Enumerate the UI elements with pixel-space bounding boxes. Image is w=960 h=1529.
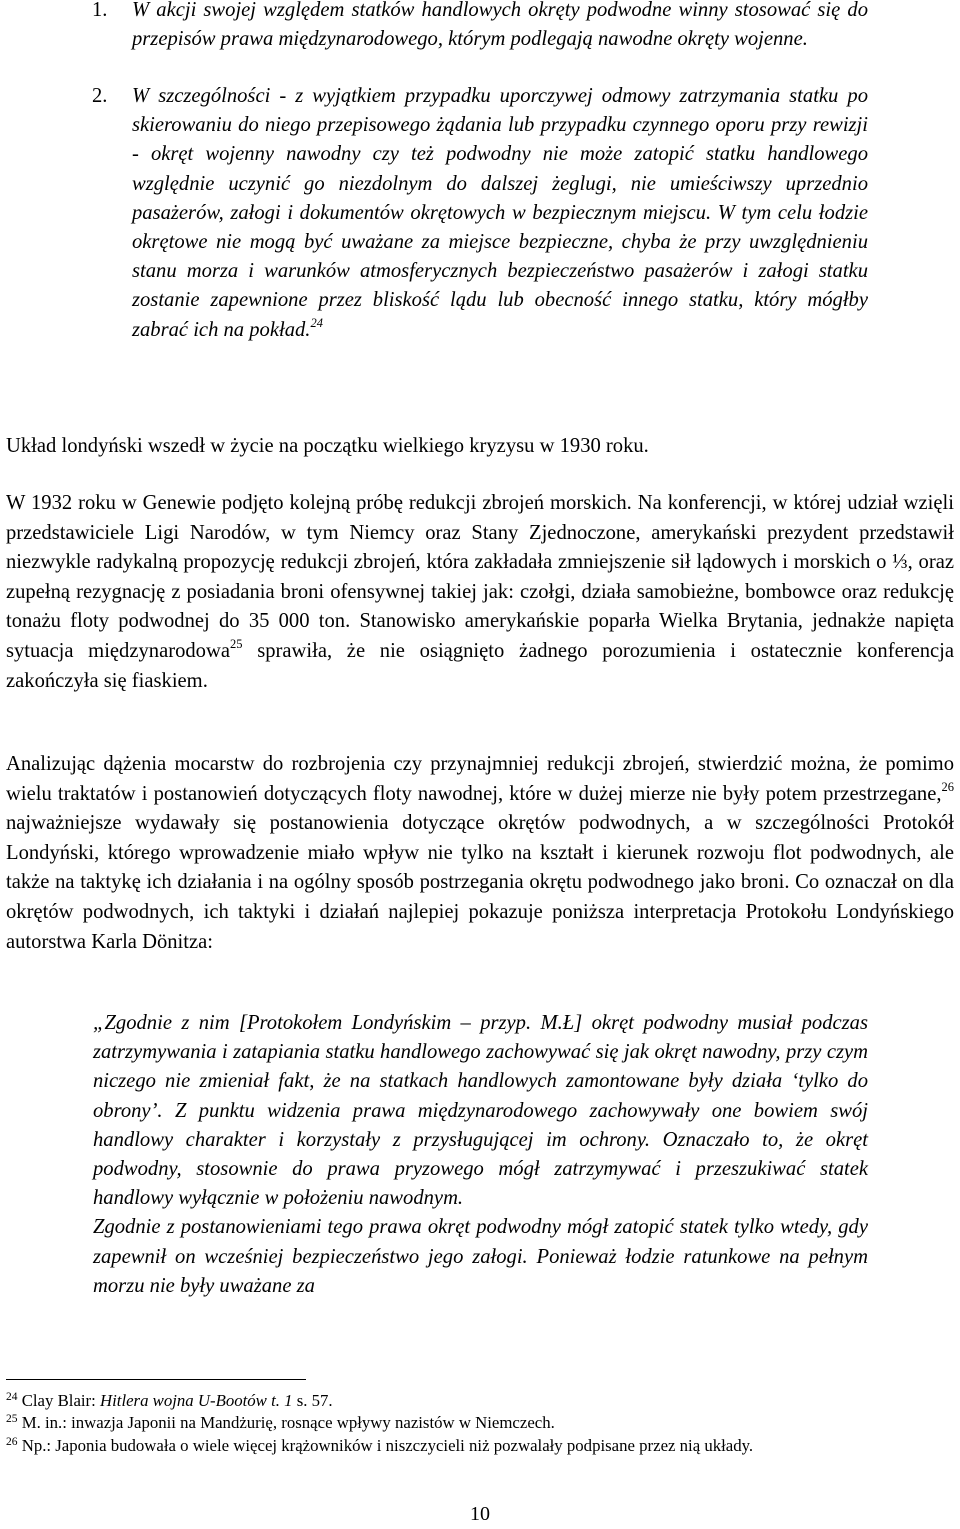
paragraph-text: W 1932 roku w Genewie podjęto kolejną próbę redukcji zbrojeń morskich. Na konferencji, w której udział wzięli przedstawiciele Ligi Narodów, w tym Niemcy oraz Stany Zjednoczone, amerykański prezydent przedstawił niezwykle radykalną propozycję redukcji zbrojeń, która zakładała zmniejszenie sił lądowych i morskich o ⅓, oraz zupełną rezygnację z posiadania broni ofensywnej takiej jak: czołgi, działa samobieżne, bombowce oraz redukcję tonażu floty podwodnej do 35 000 ton. Stanowisko amerykańskie poparła Wielka Brytania, jednakże napięta sytuacja międzynarodowa xyxy=(6,492,954,662)
block-quote xyxy=(93,1009,868,1301)
list-number: 2. xyxy=(92,85,108,107)
list-item-1 xyxy=(92,0,868,54)
footnote-number: 25 xyxy=(6,1413,18,1426)
footnote-book-title: Hitlera wojna U-Bootów t. 1 xyxy=(100,1391,293,1410)
footnote-text: s. 57. xyxy=(292,1391,333,1410)
paragraph xyxy=(6,489,954,696)
footnote-reference: 25 xyxy=(230,636,243,651)
footnote-text: M. in.: inwazja Japonii na Mandżurię, rosnące wpływy nazistów w Niemczech. xyxy=(17,1413,555,1433)
paragraph-text: sprawiła, że nie osiągnięto żadnego porozumienia i ostatecznie konferencja zakończyła się fiaskiem. xyxy=(6,639,955,692)
quote-paragraph: Zgodnie z postanowieniami tego prawa okręt podwodny mógł zatopić statek tylko wtedy, gdy zapewnił on wcześniej bezpieczeństwo jego załogi. Ponieważ łodzie ratunkowe na pełnym morzu nie były uważane za xyxy=(93,1216,868,1297)
quote-paragraph: „Zgodnie z nim [Protokołem Londyńskim – przyp. M.Ł] okręt podwodny musiał podczas zatrzymywania i zatapiania statku handlowego zachowywać się jak okręt nawodny, przy czym niczego nie zmieniał fakt, że na statkach handlowych zamontowane były działa ‘tylko do obrony’. Z punktu widzenia prawa międzynarodowego zachowywały one bowiem swój handlowy charakter i korzystały z przysługującej im ochrony. Oznaczało to, że okręt podwodny, stosownie do prawa pryzowego mógł zatrzymywać i przeszukiwać statek handlowy wyłącznie w położeniu nawodnym. xyxy=(93,1012,868,1210)
paragraph-text: najważniejsze wydawały się postanowienia dotyczące okrętów podwodnych, a w szczególności Protokół Londyński, którego wprowadzenie miało wpływ nie tylko na kształt i kierunek rozwoju flot podwodnych, ale także na taktykę ich działania i na ogólny sposób postrzegania okrętu podwodnego jako broni. Co oznaczał on dla okrętów podwodnych, ich taktyki i działań najlepiej pokazuje poniższa interpretacja Protokołu Londyńskiego autorstwa Karla Dönitza: xyxy=(6,812,954,953)
paragraph xyxy=(6,750,954,957)
footnote-number: 26 xyxy=(6,1435,18,1448)
footnote-25 xyxy=(6,1412,954,1434)
paragraph-text: Układ londyński wszedł w życie na początku wielkiego kryzysu w 1930 roku. xyxy=(6,435,649,457)
footnote-text: Np.: Japonia budowała o wiele więcej krążowników i niszczycieli niż pozwalały podpisane przez nią układy. xyxy=(17,1435,754,1455)
paragraph xyxy=(6,432,954,462)
list-item-2 xyxy=(92,82,868,345)
footnote-text: Clay Blair: xyxy=(17,1391,100,1410)
footnote-number: 24 xyxy=(6,1391,18,1403)
footnotes xyxy=(6,1390,954,1457)
footnote-reference: 24 xyxy=(310,315,323,330)
footnote-divider xyxy=(6,1379,306,1380)
list-item-text: W szczególności - z wyjątkiem przypadku uporczywej odmowy zatrzymania statku po skierowaniu do niego przepisowego żądania lub przypadku czynnego oporu przy rewizji - okręt wojenny nawodny czy też podwodny nie może zatopić statku handlowego względnie uczynić go niezdolnym do dalszej żeglugi, nie umieściwszy uprzednio pasażerów, załogi i dokumentów okrętowych w bezpiecznym miejscu. W tym celu łodzie okrętowe nie mogą być uważane za miejsce bezpieczne, chyba że przy uwzględnieniu stanu morza i warunków atmosferycznych bezpieczeństwo pasażerów i załogi statku zostanie zapewnione przez bliskość lądu lub obecność innego statku, który mógłby zabrać ich na pokład. xyxy=(132,85,868,341)
list-number: 1. xyxy=(92,0,108,21)
footnote-reference: 26 xyxy=(941,779,954,794)
paragraph-text: Analizując dążenia mocarstw do rozbrojenia czy przynajmniej redukcji zbrojeń, stwierdzić można, że pomimo wielu traktatów i postanowień dotyczących floty nawodnej, które w dużej mierze nie były potem przestrzegane, xyxy=(6,753,954,805)
page-number: 10 xyxy=(470,1503,490,1525)
footnote-24 xyxy=(6,1390,954,1412)
footnote-26 xyxy=(6,1435,954,1457)
list-item-text: W akcji swojej względem statków handlowych okręty podwodne winny stosować się do przepisów prawa międzynarodowego, którym podlegają nawodne okręty wojenne. xyxy=(132,0,868,51)
